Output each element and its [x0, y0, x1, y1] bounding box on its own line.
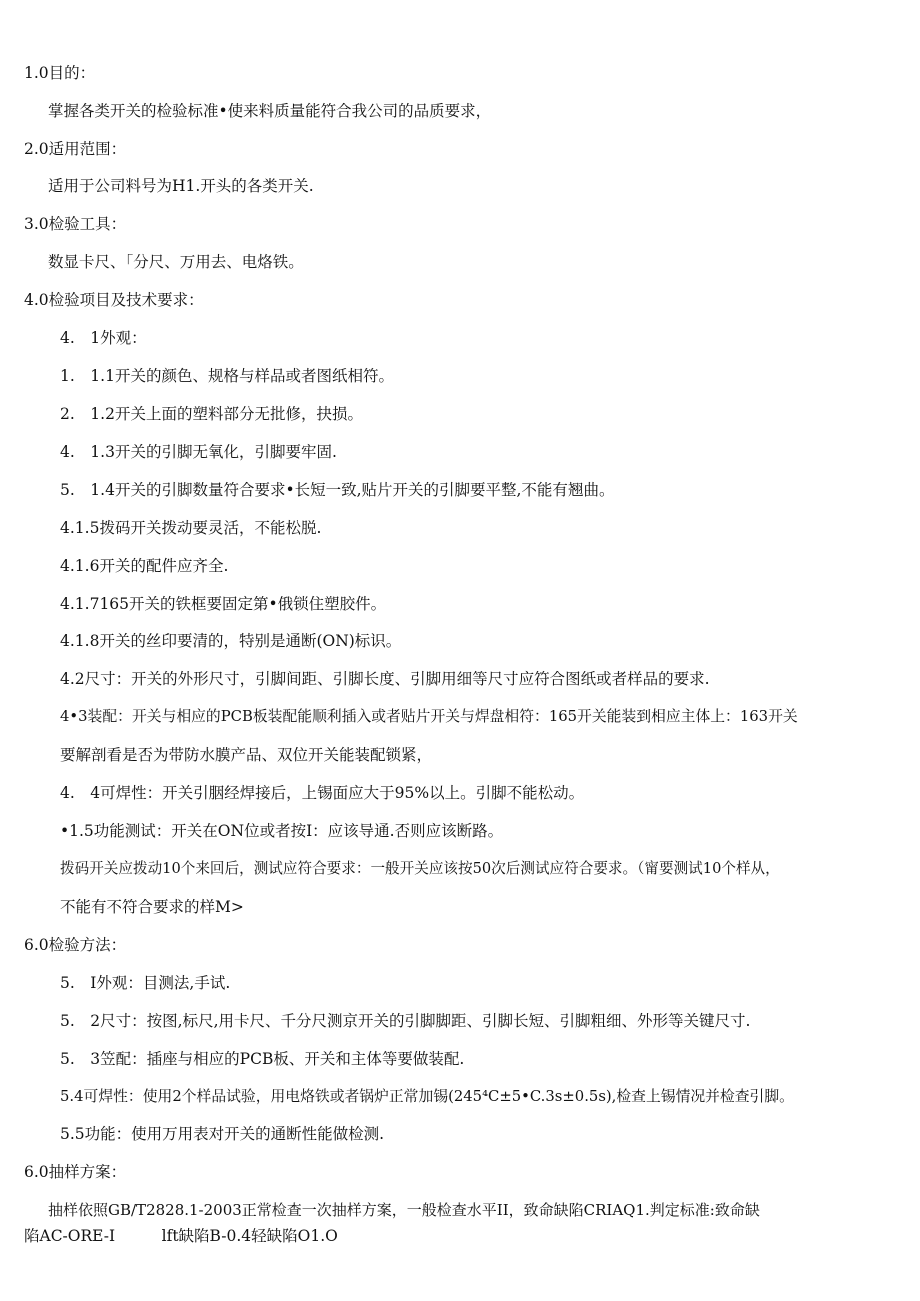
- item-4-1-2: 2. 1.2开关上面的塑料部分无批修，抉损。: [60, 405, 363, 423]
- item-4-5-cont: 拨码开关应拨动10个来回后，测试应符合要求：一般开关应该按50次后测试应符合要求。（甯要测试10个样从，: [60, 860, 780, 877]
- item-4-3-cont: 要解剖看是否为带防水膜产品、双位开关能装配锁紧，: [60, 746, 433, 764]
- item-4-1-5: 4.1.5拨码开关拨动要灵活，不能松脱.: [60, 519, 322, 537]
- tools-text: 数显卡尺、「分尺、万用去、电烙铁。: [48, 253, 304, 271]
- item-4-1: 4. 1外观：: [60, 329, 147, 347]
- sampling-text: 抽样依照GB/T2828.1-2003正常检查一次抽样方案，一般检查水平II，致命缺陷CRIAQ1.判定标准:致命缺: [48, 1201, 760, 1219]
- method-5-5: 5.5功能：使用万用表对开关的通断性能做检测.: [60, 1125, 385, 1143]
- method-5-4: 5.4可焊性：使用2个样品试验，用电烙铁或者锅炉正常加锡(245⁴C±5•C.3s±0.5s),检查上锡情况并检查引脚。: [60, 1088, 794, 1105]
- item-4-5-cont2: 不能有不符合要求的样M>: [60, 898, 244, 916]
- purpose-text: 掌握各类开关的检验标准•使来料质量能符合我公司的品质要求，: [48, 102, 492, 120]
- item-4-1-8: 4.1.8开关的丝印要清的，特别是通断(ON)标识。: [60, 632, 402, 650]
- method-5-2: 5. 2尺寸：按图,标尺,用卡尺、千分尺测京开关的引脚脚距、引脚长短、引脚粗细、外形等关键尺寸.: [60, 1012, 751, 1030]
- item-4-3: 4•3装配：开关与相应的PCB板装配能顺利插入或者贴片开关与焊盘相符：165开关能装到相应主体上：163开关: [60, 708, 798, 725]
- item-4-1-1: 1. 1.1开关的颜色、规格与样品或者图纸相符。: [60, 367, 394, 385]
- scope-text: 适用于公司料号为H1.开头的各类开关.: [48, 177, 314, 195]
- item-4-2: 4.2尺寸：开关的外形尺寸，引脚间距、引脚长度、引脚用细等尺寸应符合图纸或者样品的要求.: [60, 670, 710, 688]
- heading-inspection-items: 4.0检验项目及技术要求：: [24, 291, 204, 309]
- item-4-1-3: 4. 1.3开关的引脚无氧化，引脚要牢固.: [60, 443, 337, 461]
- item-4-1-6: 4.1.6开关的配件应齐全.: [60, 557, 229, 575]
- sampling-text-cont: 陷AC-ORE-I lft缺陷B-0.4轻缺陷O1.O: [24, 1227, 338, 1245]
- method-5-1: 5. I外观：目测法,手试.: [60, 974, 231, 992]
- item-4-5: •1.5功能测试：开关在ON位或者按I：应该导通.否则应该断路。: [60, 822, 504, 840]
- item-4-1-7: 4.1.7165开关的铁框要固定第•俄锁住塑胶件。: [60, 595, 387, 613]
- method-5-3: 5. 3笠配：插座与相应的PCB板、开关和主体等要做装配.: [60, 1050, 465, 1068]
- heading-scope: 2.0适用范围：: [24, 140, 127, 158]
- item-4-4: 4. 4可焊性：开关引胭经焊接后，上锡面应大于95%以上。引脚不能松动。: [60, 784, 585, 802]
- item-4-1-4: 5. 1.4开关的引脚数量符合要求•长短一致,贴片开关的引脚要平整,不能有翘曲。: [60, 481, 615, 499]
- heading-methods: 6.0检验方法：: [24, 936, 127, 954]
- heading-purpose: 1.0目的：: [24, 64, 96, 82]
- heading-sampling: 6.0抽样方案：: [24, 1163, 127, 1181]
- heading-tools: 3.0检验工具：: [24, 215, 127, 233]
